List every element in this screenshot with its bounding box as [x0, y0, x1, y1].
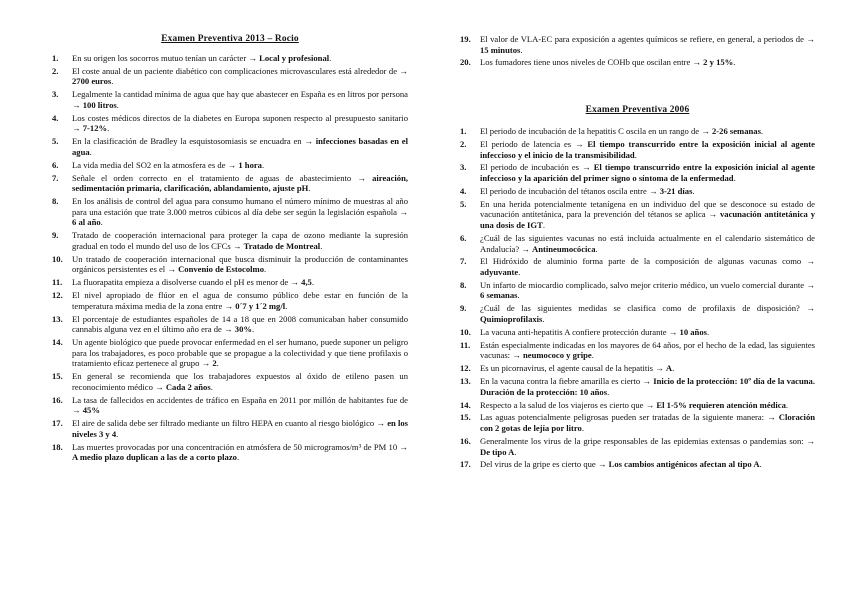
- arrow-icon: →: [376, 418, 385, 429]
- question-item: [460, 400, 815, 411]
- question-item: [460, 139, 815, 160]
- answer-end: .: [733, 173, 736, 184]
- answer-text: Quimioprofilaxis: [480, 313, 543, 324]
- question-item: [460, 233, 815, 254]
- question-number: 13.: [52, 313, 63, 324]
- question-item: [52, 277, 408, 288]
- answer-end: .: [760, 126, 764, 137]
- question-text: En la vacuna contra la fiebre amarilla es cierto: [480, 376, 641, 387]
- answer-text: El 1-5% requieren atención médica: [656, 399, 786, 410]
- question-text: La vida media del SO2 en la atmosfera es de: [72, 159, 226, 170]
- arrow-icon: →: [806, 279, 815, 290]
- answer-end: .: [542, 220, 545, 231]
- answer-end: .: [581, 423, 585, 434]
- answer-text: Tratado de Montreal: [243, 240, 321, 251]
- answer-text: aireación, sedimentación primaria, clarificación, ablandamiento, ajuste pH: [72, 172, 409, 194]
- answer-text: El tiempo transcurrido entre la exposición inicial al agente infeccioso y la aparición del primer signo o síntoma de la enfermedad: [480, 162, 815, 184]
- answer-end: .: [591, 350, 594, 361]
- arrow-icon: →: [645, 399, 655, 410]
- question-item: [460, 162, 815, 183]
- question-item: [460, 436, 815, 457]
- arrow-icon: →: [521, 243, 530, 254]
- question-text: El coste anual de un paciente diabético con complicaciones microvasculares está alrededor de: [72, 65, 398, 76]
- question-text: Del virus de la gripe es cierto que: [480, 459, 596, 470]
- question-item: [460, 57, 815, 68]
- question-number: 20.: [460, 57, 471, 68]
- question-number: 13.: [460, 376, 471, 387]
- answer-text: A: [665, 363, 673, 374]
- answer-end: .: [692, 185, 695, 196]
- answer-text: vacunación antitetánica y una dosis de IGT: [480, 209, 816, 231]
- question-item: [460, 327, 815, 338]
- question-number: 11.: [460, 339, 471, 350]
- answer-end: .: [285, 300, 288, 311]
- question-number: 7.: [460, 256, 467, 267]
- question-text: En la clasificación de Bradley la esquistosomiasis se encuadra en: [72, 136, 302, 147]
- exam-2006-title: Examen Preventiva 2006: [585, 105, 690, 116]
- question-item: [52, 395, 408, 416]
- question-number: 16.: [460, 435, 471, 446]
- question-item: [52, 136, 408, 157]
- question-item: [460, 459, 815, 470]
- arrow-icon: →: [72, 123, 81, 134]
- arrow-icon: →: [806, 34, 815, 44]
- answer-text: 6 al año: [72, 217, 101, 228]
- question-number: 14.: [52, 337, 63, 348]
- arrow-icon: →: [304, 136, 313, 147]
- question-text: En su origen los socorros mutuo tenían un carácter: [72, 53, 247, 63]
- question-text: El periodo de incubación es: [480, 162, 580, 173]
- question-text: La tasa de fallecidos en accidentes de tráfico en España en 2011 por millón de habitantes fue de: [72, 394, 408, 405]
- arrow-icon: →: [806, 256, 816, 267]
- answer-text: 7-12%: [82, 123, 108, 134]
- question-item: [460, 303, 815, 324]
- question-text: Las aguas potencialmente peligrosas pueden ser tratadas de la siguiente manera:: [480, 412, 765, 423]
- question-number: 8.: [52, 196, 59, 207]
- answer-end: .: [518, 266, 521, 277]
- question-item: [52, 371, 408, 392]
- answer-end: .: [706, 326, 710, 337]
- question-item: [52, 418, 408, 439]
- exam-2013-title: Examen Preventiva 2013 – Rocio: [161, 34, 299, 44]
- answer-end: .: [520, 44, 523, 55]
- question-text: Legalmente la cantidad mínima de agua que hay que abastecer en España es en litros por persona: [72, 89, 408, 100]
- question-text: La vacuna anti-hepatitis A confiere protección durante: [480, 326, 667, 337]
- question-number: 3.: [460, 162, 467, 173]
- question-number: 15.: [52, 371, 63, 382]
- question-number: 7.: [52, 172, 59, 183]
- arrow-icon: →: [806, 435, 815, 446]
- arrow-icon: →: [668, 326, 678, 337]
- answer-text: 2: [212, 358, 217, 369]
- arrow-icon: →: [767, 412, 776, 423]
- arrow-icon: →: [248, 53, 257, 63]
- arrow-icon: →: [290, 277, 299, 288]
- question-number: 5.: [460, 198, 467, 209]
- answer-end: .: [785, 399, 789, 410]
- question-number: 2.: [52, 65, 59, 76]
- question-number: 10.: [52, 253, 63, 264]
- answer-end: .: [733, 57, 736, 68]
- answer-end: .: [320, 240, 323, 251]
- arrow-icon: →: [692, 57, 702, 68]
- question-text: El periodo de latencia es: [480, 138, 572, 149]
- question-text: La fluorapatita empieza a disolverse cuando el pH es menor de: [72, 277, 289, 288]
- answer-text: 1 hora: [238, 159, 262, 170]
- question-number: 4.: [52, 112, 59, 123]
- question-number: 15.: [460, 412, 471, 423]
- answer-end: .: [264, 264, 267, 275]
- arrow-icon: →: [155, 381, 164, 392]
- question-number: 9.: [460, 303, 467, 314]
- question-text: Es un picornavirus, el agente causal de la hepatitis: [480, 363, 654, 374]
- question-item: [460, 186, 815, 197]
- arrow-icon: →: [648, 185, 658, 196]
- question-text: En los análisis de control del agua para consumo humano el número mínimo de muestras al año para una estación que trate 3.000 metros cúbicos al día debe ser según la legislación española: [72, 196, 408, 217]
- question-item: [52, 230, 408, 251]
- answer-text: 15 minutos: [480, 44, 521, 55]
- question-number: 4.: [460, 185, 467, 196]
- answer-text: Cloración con 2 gotas de lejía por litro: [480, 412, 816, 434]
- answer-end: .: [329, 53, 332, 63]
- question-text: Señale el orden correcto en el tratamiento de aguas de abastecimiento: [72, 172, 352, 183]
- arrow-icon: →: [806, 303, 815, 314]
- arrow-icon: →: [72, 99, 81, 110]
- question-number: 16.: [52, 394, 63, 405]
- question-number: 9.: [52, 230, 59, 241]
- question-text: El Hidróxido de aluminio forma parte de la composición de algunas vacunas como: [480, 256, 802, 267]
- question-item: [52, 66, 408, 87]
- question-item: [460, 280, 815, 301]
- answer-text: en los niveles 3 y 4: [72, 418, 408, 439]
- question-text: ¿Cuál de las siguientes vacunas no está incluida actualmente en el calendario sistemático de Andalucía?: [480, 232, 815, 254]
- arrow-icon: →: [582, 162, 591, 173]
- question-text: Tratado de cooperación internacional para proteger la capa de ozono mediante la supresión gradual en todo el mundo del uso de los CFCs: [72, 230, 408, 251]
- question-text: Los costes médicos directos de la diabetes en Europa suponen respecto al presupuesto sanitario: [72, 112, 408, 123]
- question-text: El periodo de incubación del tétanos oscila entre: [480, 185, 647, 196]
- answer-text: 4,5: [301, 277, 312, 288]
- arrow-icon: →: [227, 159, 237, 170]
- right-column: [460, 34, 815, 472]
- exam-2013-question-list: [52, 53, 408, 463]
- question-text: Las muertes provocadas por una concentración en atmósfera de 50 microgramos/m³ de PM 10: [72, 441, 398, 452]
- question-item: [460, 256, 815, 277]
- question-number: 14.: [460, 399, 471, 410]
- answer-end: .: [308, 183, 311, 194]
- answer-end: .: [514, 446, 517, 457]
- arrow-icon: →: [399, 441, 409, 452]
- answer-text: 6 semanas: [480, 290, 518, 301]
- question-number: 1.: [460, 126, 467, 137]
- question-number: 3.: [52, 89, 59, 100]
- question-text: Están especialmente indicadas en los mayores de 64 años, por el hecho de la edad, las siguientes vacunas:: [480, 339, 815, 361]
- question-text: Los fumadores tiene unos niveles de COHb que oscilan entre: [480, 57, 691, 68]
- arrow-icon: →: [399, 65, 408, 76]
- question-item: [52, 173, 408, 194]
- question-number: 6.: [460, 232, 467, 243]
- question-item: [52, 290, 408, 311]
- question-text: Un tratado de cooperación internacional que busca disminuir la producción de contaminantes orgánicos persistentes es el: [72, 253, 408, 275]
- question-item: [52, 89, 408, 110]
- arrow-icon: →: [642, 376, 652, 387]
- question-number: 17.: [460, 459, 471, 470]
- question-item: [460, 363, 815, 374]
- answer-end: .: [607, 386, 610, 397]
- answer-text: Inicio de la protección: 10º día de la vacuna. Duración de la protección: 10 años: [480, 376, 815, 397]
- answer-end: .: [111, 76, 114, 87]
- answer-end: .: [107, 123, 110, 134]
- question-item: [52, 254, 408, 275]
- answer-text: neumococo y gripe: [522, 350, 592, 361]
- arrow-icon: →: [399, 206, 408, 217]
- question-item: [52, 113, 408, 134]
- answer-text: Convenio de Estocolmo: [178, 264, 264, 275]
- question-number: 12.: [52, 290, 63, 301]
- question-text: En general se recomienda que los trabajadores expuestos al óxido de etileno pasen un reconocimiento médico: [72, 371, 408, 392]
- answer-end: .: [261, 159, 265, 170]
- arrow-icon: →: [357, 172, 366, 183]
- answer-text: 100 litros: [82, 99, 117, 110]
- answer-end: .: [116, 428, 119, 439]
- question-number: 5.: [52, 136, 59, 147]
- exam-2013-question-list-continued: [460, 34, 815, 68]
- arrow-icon: →: [575, 138, 584, 149]
- question-number: 19.: [460, 34, 471, 44]
- question-text: ¿Cuál de las siguientes medidas se clasifica como de profilaxis de disposición?: [480, 303, 800, 314]
- question-text: Respecto a la salud de los viajeros es cierto que: [480, 399, 644, 410]
- question-number: 12.: [460, 363, 471, 374]
- arrow-icon: →: [655, 363, 664, 374]
- question-item: [52, 442, 408, 463]
- answer-end: .: [89, 146, 92, 157]
- answer-text: Los cambios antigénicos afectan al tipo A: [608, 459, 760, 470]
- arrow-icon: →: [72, 405, 81, 416]
- answer-end: .: [634, 149, 637, 160]
- question-number: 11.: [52, 277, 63, 288]
- arrow-icon: →: [224, 324, 233, 335]
- answer-text: El tiempo transcurrido entre la exposición inicial al agente infeccioso y el inicio de la transmisibilidad: [480, 138, 815, 160]
- question-text: El aire de salida debe ser filtrado mediante un filtro HEPA en cuanto al riesgo biológico: [72, 418, 375, 429]
- answer-end: .: [116, 99, 119, 110]
- arrow-icon: →: [512, 350, 521, 361]
- question-item: [52, 314, 408, 335]
- question-item: [460, 412, 815, 433]
- question-number: 2.: [460, 138, 467, 149]
- arrow-icon: →: [708, 209, 718, 220]
- question-text: El periodo de incubación de la hepatitis C oscila en un rango de: [480, 126, 700, 137]
- answer-text: 0´7 y 1´2 mg/l: [235, 300, 286, 311]
- question-number: 8.: [460, 279, 467, 290]
- arrow-icon: →: [597, 459, 607, 470]
- question-number: 1.: [52, 53, 59, 63]
- answer-text: Antineumocócica: [532, 243, 596, 254]
- question-item: [52, 160, 408, 171]
- arrow-icon: →: [201, 358, 211, 369]
- answer-text: Local y profesional: [259, 53, 330, 63]
- answer-text: 45%: [82, 405, 100, 416]
- answer-text: De tipo A: [480, 446, 515, 457]
- question-text: El nivel apropiado de flúor en el agua de consumo público debe estar en función de la temperatura máxima media de la zona entre: [72, 290, 408, 311]
- arrow-icon: →: [232, 240, 242, 251]
- answer-end: .: [100, 217, 103, 228]
- answer-end: .: [672, 363, 675, 374]
- answer-end: .: [595, 243, 598, 254]
- question-item: [460, 126, 815, 137]
- answer-end: .: [517, 290, 520, 301]
- answer-text: infecciones basadas en el agua: [72, 136, 408, 157]
- question-item: [52, 53, 408, 64]
- answer-end: .: [236, 452, 240, 463]
- question-number: 17.: [52, 418, 63, 429]
- answer-text: 2-26 semanas: [711, 126, 761, 137]
- arrow-icon: →: [224, 300, 234, 311]
- answer-text: adyuvante: [480, 266, 519, 277]
- answer-end: .: [210, 381, 213, 392]
- question-text: Un agente biológico que puede provocar enfermedad en el ser humano, puede suponer un peligro para los trabajadores, es poco probable que se propague a la colectividad y que tiene profilaxis o tratamiento eficaz pertenece al grupo: [72, 337, 408, 369]
- answer-text: 3-21 días: [659, 185, 693, 196]
- question-item: [52, 337, 408, 369]
- answer-end: .: [311, 277, 314, 288]
- answer-text: 30%: [234, 324, 252, 335]
- answer-text: 2 y 15%: [703, 57, 734, 68]
- question-item: [460, 376, 815, 397]
- question-number: 18.: [52, 441, 63, 452]
- question-text: El porcentaje de estudiantes españoles de 14 a 18 que en 2008 comunicaban haber consumido cannabis alguna vez en el último año era de: [72, 313, 408, 335]
- answer-end: .: [251, 324, 255, 335]
- answer-text: 2700 euros: [72, 76, 112, 87]
- answer-text: A medio plazo duplican a las de a corto plazo: [72, 452, 237, 463]
- answer-text: 10 años: [679, 326, 707, 337]
- question-number: 6.: [52, 159, 59, 170]
- arrow-icon: →: [701, 126, 710, 137]
- question-item: [460, 34, 815, 55]
- question-item: [52, 196, 408, 228]
- answer-end: .: [759, 459, 762, 470]
- left-column: [52, 34, 408, 465]
- question-item: [460, 340, 815, 361]
- exam-2006-question-list: [460, 126, 815, 470]
- answer-end: .: [542, 313, 545, 324]
- answer-text: Cada 2 años: [165, 381, 211, 392]
- question-text: En una herida potencialmente tetanígena en un individuo del que se desconoce su estado de vacunación antitetánica, para la prevención del tétanos se aplica: [480, 198, 815, 220]
- answer-end: .: [216, 358, 219, 369]
- question-text: Generalmente los virus de la gripe responsables de las epidemias extensas o pandemias son:: [480, 435, 804, 446]
- question-number: 10.: [460, 326, 471, 337]
- question-text: El valor de VLA-EC para exposición a agentes químicos se refiere, en general, a periodos de: [480, 34, 804, 44]
- question-text: Un infarto de miocardio complicado, salvo mejor criterio médico, un vuelo comercial durante: [480, 279, 805, 290]
- arrow-icon: →: [167, 264, 176, 275]
- question-item: [460, 199, 815, 231]
